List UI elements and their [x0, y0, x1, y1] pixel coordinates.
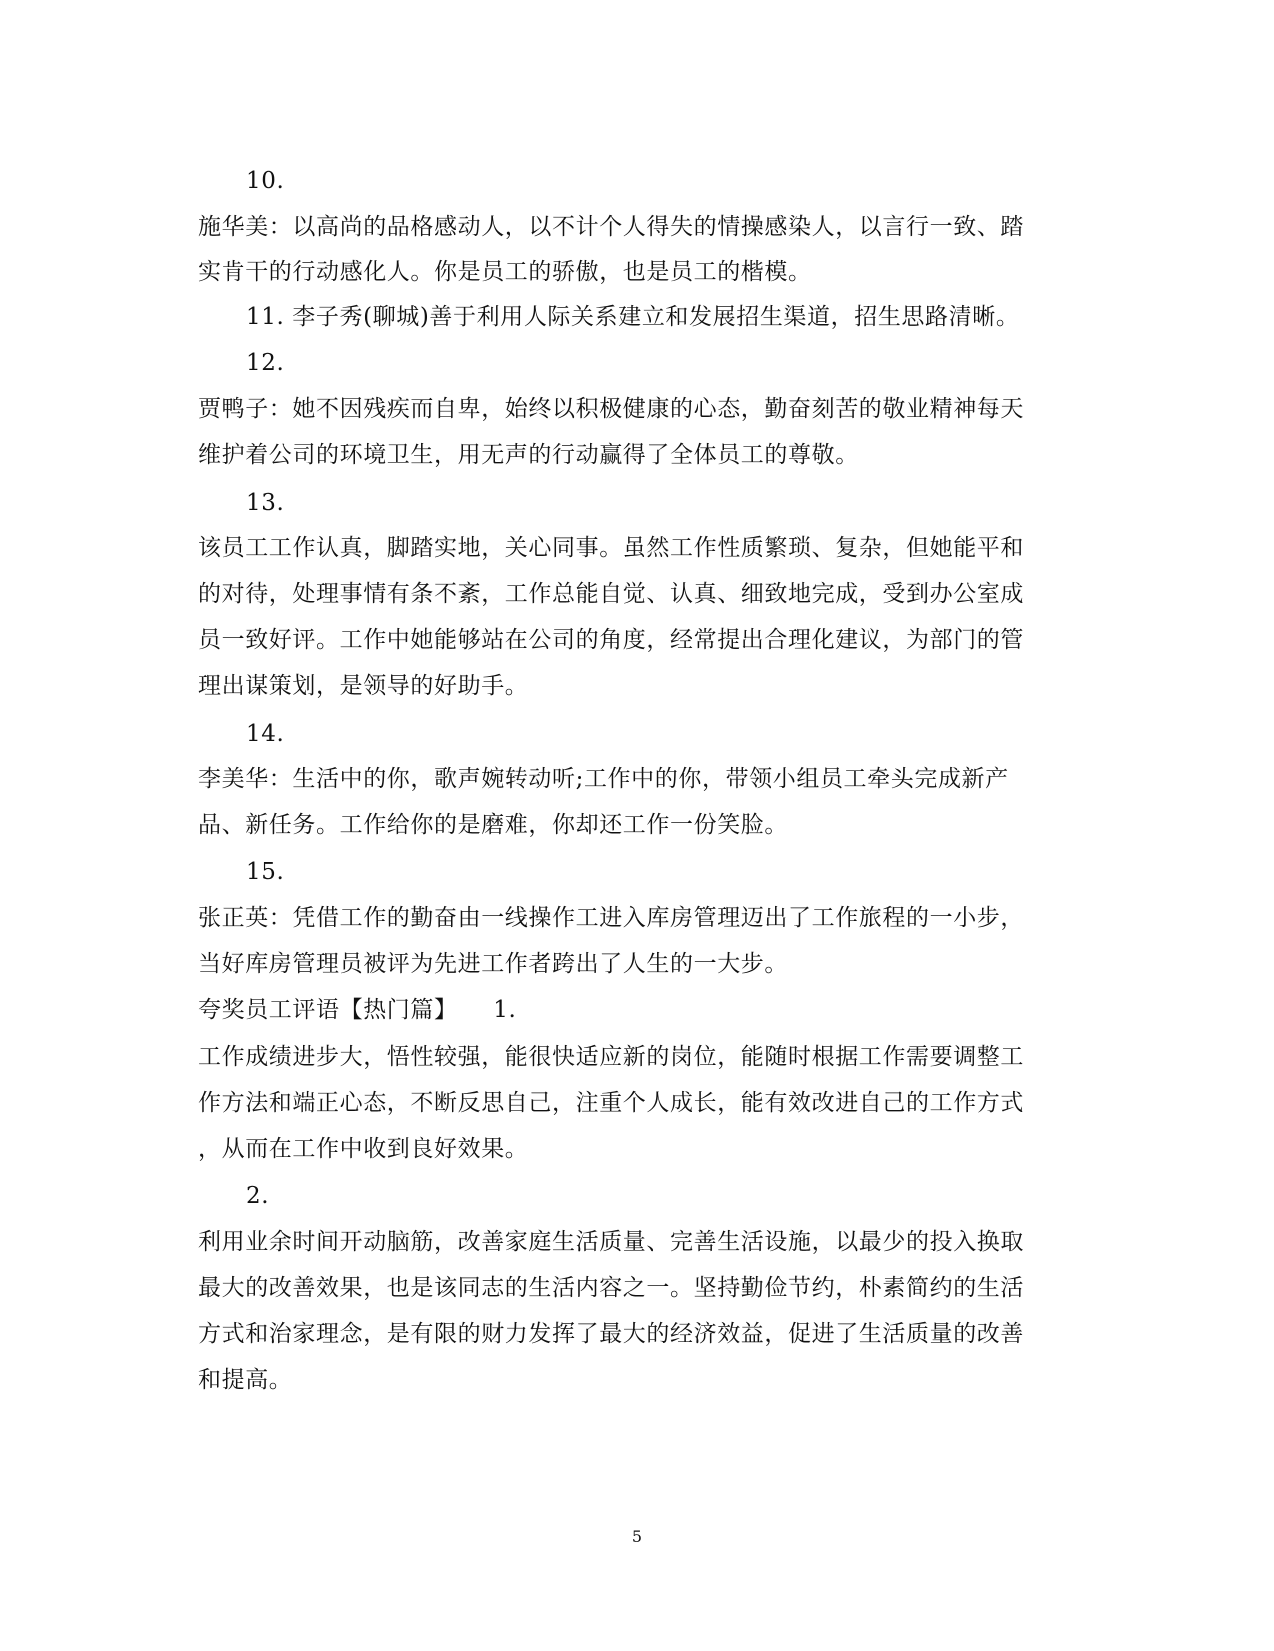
item-11-line: 11. 李子秀(聊城)善于利用人际关系建立和发展招生渠道，招生思路清晰。: [246, 304, 1020, 330]
text-line: 品、新任务。工作给你的是磨难，你却还工作一份笑脸。: [198, 812, 788, 838]
text-line: 该员工工作认真，脚踏实地，关心同事。虽然工作性质繁琐、复杂，但她能平和: [198, 535, 1024, 561]
text-line: 和提高。: [198, 1367, 293, 1393]
item-number-12: 12.: [246, 350, 285, 376]
text-line: 贾鸭子：她不因残疾而自卑，始终以积极健康的心态，勤奋刻苦的敬业精神每天: [198, 396, 1024, 422]
text-line: 李美华：生活中的你，歌声婉转动听;工作中的你，带领小组员工牵头完成新产: [198, 766, 1009, 792]
text-line: 当好库房管理员被评为先进工作者跨出了人生的一大步。: [198, 951, 788, 977]
text-line: 作方法和端正心态，不断反思自己，注重个人成长，能有效改进自己的工作方式: [198, 1090, 1024, 1116]
text-line: 员一致好评。工作中她能够站在公司的角度，经常提出合理化建议，为部门的管: [198, 627, 1024, 653]
item-number-13: 13.: [246, 490, 285, 516]
text-line: 最大的改善效果，也是该同志的生活内容之一。坚持勤俭节约，朴素简约的生活: [198, 1275, 1024, 1301]
item-number-14: 14.: [246, 721, 285, 747]
item-number-15: 15.: [246, 859, 285, 885]
text-line: 利用业余时间开动脑筋，改善家庭生活质量、完善生活设施，以最少的投入换取: [198, 1229, 1024, 1255]
page-number: 5: [631, 1527, 643, 1546]
section-heading-line: 夸奖员工评语【热门篇】 1.: [198, 997, 517, 1023]
text-line: 实肯干的行动感化人。你是员工的骄傲，也是员工的楷模。: [198, 259, 812, 285]
item-number-10: 10.: [246, 168, 285, 194]
text-line: 张正英：凭借工作的勤奋由一线操作工进入库房管理迈出了工作旅程的一小步，: [198, 905, 1024, 931]
text-line: 施华美：以高尚的品格感动人，以不计个人得失的情操感染人，以言行一致、踏: [198, 214, 1024, 240]
text-line: 方式和治家理念，是有限的财力发挥了最大的经济效益，促进了生活质量的改善: [198, 1321, 1024, 1347]
text-line: ，从而在工作中收到良好效果。: [198, 1136, 529, 1162]
text-line: 理出谋策划，是领导的好助手。: [198, 673, 529, 699]
text-line: 的对待，处理事情有条不紊，工作总能自觉、认真、细致地完成，受到办公室成: [198, 581, 1024, 607]
text-line: 维护着公司的环境卫生，用无声的行动赢得了全体员工的尊敬。: [198, 442, 859, 468]
item-number-2: 2.: [246, 1183, 270, 1209]
text-line: 工作成绩进步大，悟性较强，能很快适应新的岗位，能随时根据工作需要调整工: [198, 1044, 1024, 1070]
